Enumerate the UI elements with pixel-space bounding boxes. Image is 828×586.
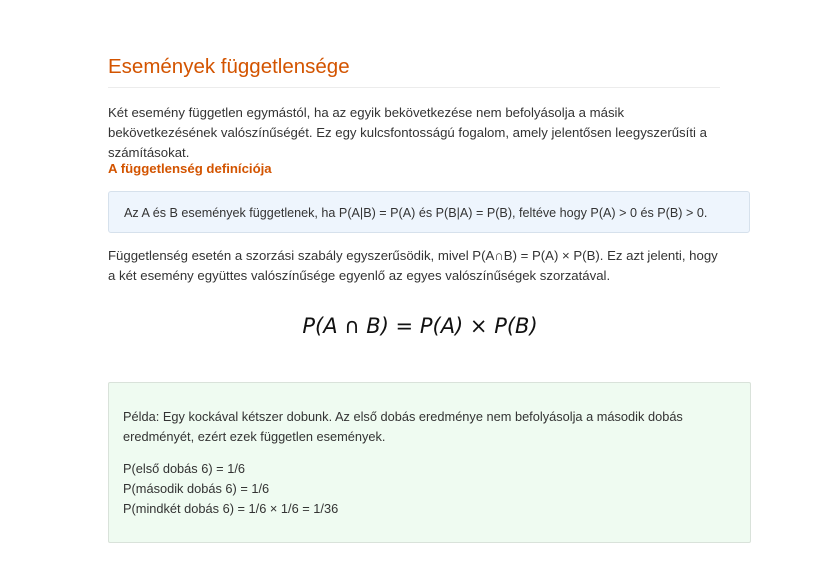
definition-text: Az A és B események függetlenek, ha P(A|B) = P(A) és P(B|A) = P(B), feltéve hogy P(A) > 0 és P(B) > 0.: [124, 206, 708, 220]
product-rule-paragraph: Függetlenség esetén a szorzási szabály egyszerűsödik, mivel P(A∩B) = P(A) × P(B). Ez azt jelenti, hogy a két esemény együttes valószínűsége egyenlő az egyes valószínűségek szorzatával.: [108, 248, 718, 283]
example-line: P(mindkét dobás 6) = 1/6 × 1/6 = 1/36: [123, 501, 339, 516]
intro-paragraph: Két esemény független egymástól, ha az egyik bekövetkezése nem befolyásolja a másik bekövetkezésének valószínűségét. Ez egy kulcsfontosságú fogalom, amely jelentősen leegyszerűsíti a számításokat.: [108, 105, 707, 160]
example-lines: [123, 459, 338, 519]
definition-heading: A függetlenség definíciója: [108, 161, 272, 176]
example-line: P(második dobás 6) = 1/6: [123, 481, 270, 496]
page-title: Események függetlensége: [108, 55, 350, 78]
example-box: [108, 382, 751, 543]
example-text: Példa: Egy kockával kétszer dobunk. Az első dobás eredménye nem befolyásolja a második dobás eredményét, ezért ezek független események.: [123, 409, 683, 444]
formula: P(A ∩ B) = P(A) × P(B): [302, 314, 538, 338]
definition-box: [108, 191, 750, 233]
example-line: P(első dobás 6) = 1/6: [123, 461, 246, 476]
title-divider: [108, 87, 720, 88]
